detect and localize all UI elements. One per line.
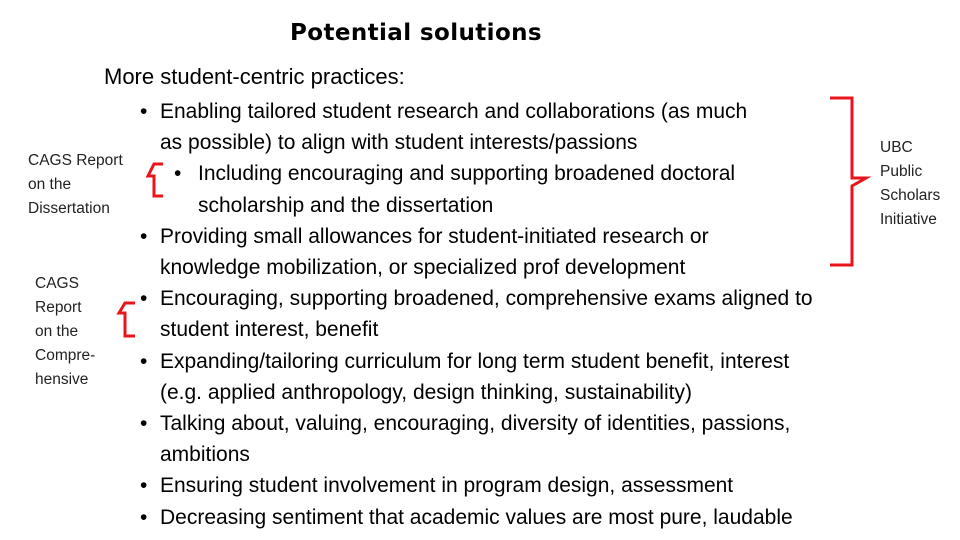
note-cags-comprehensive: CAGS Report on the Compre- hensive bbox=[35, 275, 96, 388]
bullet-line: (e.g. applied anthropology, design thinking, sustainability) bbox=[160, 380, 692, 404]
bullet-item bbox=[136, 470, 916, 501]
bullet-line: student interest, benefit bbox=[160, 318, 379, 342]
bullet-line: ambitions bbox=[160, 443, 250, 467]
note-cags-dissertation: CAGS Report on the Dissertation bbox=[28, 152, 123, 217]
bullet-list bbox=[136, 96, 916, 533]
bullet-line: scholarship and the dissertation bbox=[198, 193, 494, 217]
bullet-line: as possible) to align with student interests/passions bbox=[160, 131, 638, 155]
bullet-item bbox=[136, 221, 916, 283]
slide-subtitle: More student-centric practices: bbox=[104, 64, 405, 89]
bullet-item bbox=[136, 408, 916, 470]
bullet-line: Expanding/tailoring curriculum for long term student benefit, interest bbox=[160, 349, 790, 373]
bullet-item bbox=[136, 283, 916, 345]
bullet-item bbox=[136, 158, 916, 220]
bullet-line: Decreasing sentiment that academic values are most pure, laudable bbox=[160, 505, 793, 529]
bullet-line: Encouraging, supporting broadened, comprehensive exams aligned to bbox=[160, 287, 813, 311]
bullet-item bbox=[136, 346, 916, 408]
slide-title: Potential solutions bbox=[290, 20, 543, 46]
bullet-line: knowledge mobilization, or specialized prof development bbox=[160, 256, 686, 280]
bullet-item bbox=[136, 502, 916, 533]
note-ubc-scholars: UBC Public Scholars Initiative bbox=[880, 139, 941, 228]
bullet-line: Enabling tailored student research and collaborations (as much bbox=[160, 100, 748, 123]
bullet-line: Ensuring student involvement in program design, assessment bbox=[160, 474, 734, 498]
bullet-line: Including encouraging and supporting broadened doctoral bbox=[198, 162, 736, 186]
bullet-item bbox=[136, 96, 916, 158]
bullet-line: Providing small allowances for student-initiated research or bbox=[160, 224, 709, 248]
bracket-comprehensive bbox=[119, 303, 135, 336]
bullet-line: Talking about, valuing, encouraging, diversity of identities, passions, bbox=[160, 412, 791, 436]
